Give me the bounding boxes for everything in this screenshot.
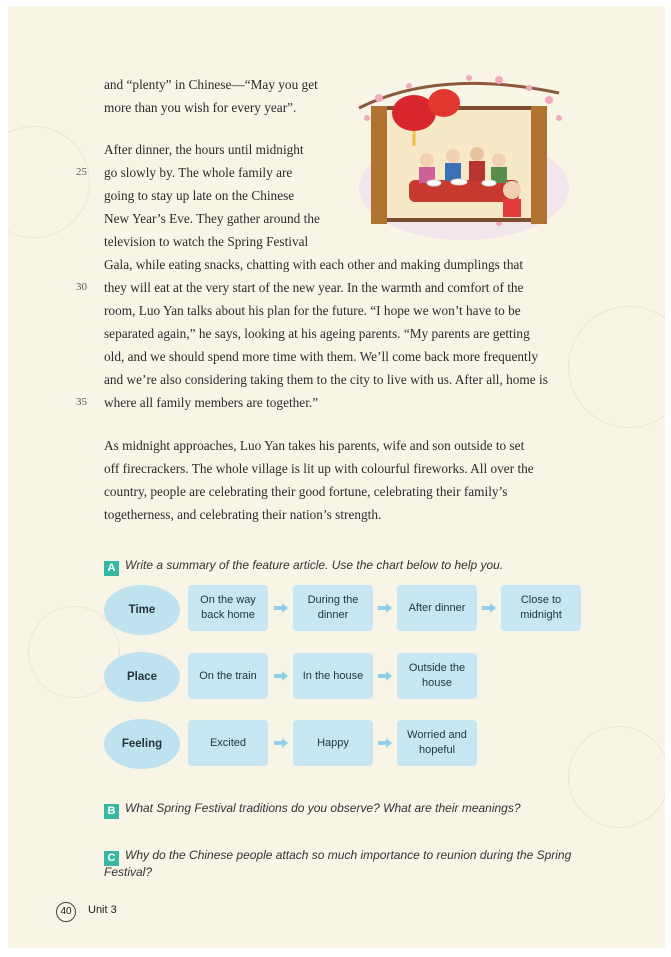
article-line: separated again,” he says, looking at his ageing parents. “My parents are getting <box>104 326 530 341</box>
row-label-place: Place <box>104 652 180 702</box>
line-number: 35 <box>76 396 87 408</box>
arrow-right-icon <box>482 603 496 613</box>
task-a-text: Write a summary of the feature article. Use the chart below to help you. <box>125 558 504 572</box>
article-line: they will eat at the very start of the new year. In the warmth and comfort of the <box>104 280 524 295</box>
article-line: where all family members are together.” <box>104 395 319 410</box>
arrow-right-icon <box>378 671 392 681</box>
background-swirl <box>568 726 665 828</box>
article-line: After dinner, the hours until midnight <box>104 142 304 157</box>
row-label-feeling: Feeling <box>104 719 180 769</box>
task-b <box>104 801 521 819</box>
background-swirl <box>8 126 90 238</box>
article-line: country, people are celebrating their good fortune, celebrating their family’s <box>104 484 508 499</box>
arrow-right-icon <box>274 738 288 748</box>
article-line: Gala, while eating snacks, chatting with each other and making dumplings that <box>104 257 524 272</box>
page-number: 40 <box>56 902 76 922</box>
article-line: go slowly by. The whole family are <box>104 165 293 180</box>
article-line: room, Luo Yan talks about his plan for the future. “I hope we won’t have to be <box>104 303 521 318</box>
arrow-right-icon <box>274 671 288 681</box>
chart-cell: Outside the house <box>397 653 477 699</box>
arrow-right-icon <box>378 603 392 613</box>
line-number: 30 <box>76 281 87 293</box>
task-c-badge: C <box>104 851 119 866</box>
textbook-page <box>8 6 665 948</box>
article-line: television to watch the Spring Festival <box>104 234 309 249</box>
article-line: old, and we should spend more time with them. We’ll come back more frequently <box>104 349 539 364</box>
arrow-right-icon <box>274 603 288 613</box>
family-dinner-illustration <box>349 68 571 240</box>
chart-cell: In the house <box>293 653 373 699</box>
row-label-time: Time <box>104 585 180 635</box>
chart-cell: Happy <box>293 720 373 766</box>
chart-cell: On the way back home <box>188 585 268 631</box>
task-c <box>104 848 571 866</box>
arrow-right-icon <box>378 738 392 748</box>
chart-cell: On the train <box>188 653 268 699</box>
article-line: going to stay up late on the Chinese <box>104 188 295 203</box>
chart-cell: Close to midnight <box>501 585 581 631</box>
task-b-text: What Spring Festival traditions do you observe? What are their meanings? <box>125 801 521 815</box>
task-c-text-1: Why do the Chinese people attach so much importance to reunion during the Spring <box>125 848 572 862</box>
task-a <box>104 558 503 576</box>
chart-cell: Excited <box>188 720 268 766</box>
article-line: more than you wish for every year”. <box>104 100 297 115</box>
task-b-badge: B <box>104 804 119 819</box>
chart-cell: During the dinner <box>293 585 373 631</box>
chart-cell: Worried and hopeful <box>397 720 477 766</box>
article-line: off firecrackers. The whole village is lit up with colourful fireworks. All over the <box>104 461 534 476</box>
background-swirl <box>568 306 665 428</box>
unit-label: Unit 3 <box>88 904 117 916</box>
task-c-continued: Festival? <box>104 865 153 879</box>
line-number: 25 <box>76 166 87 178</box>
article-line: togetherness, and celebrating their nation’s strength. <box>104 507 382 522</box>
article-line: and “plenty” in Chinese—“May you get <box>104 77 318 92</box>
chart-cell: After dinner <box>397 585 477 631</box>
article-line: As midnight approaches, Luo Yan takes his parents, wife and son outside to set <box>104 438 525 453</box>
article-line: New Year’s Eve. They gather around the <box>104 211 320 226</box>
article-line: and we’re also considering taking them to the city to live with us. After all, home is <box>104 372 548 387</box>
task-a-badge: A <box>104 561 119 576</box>
